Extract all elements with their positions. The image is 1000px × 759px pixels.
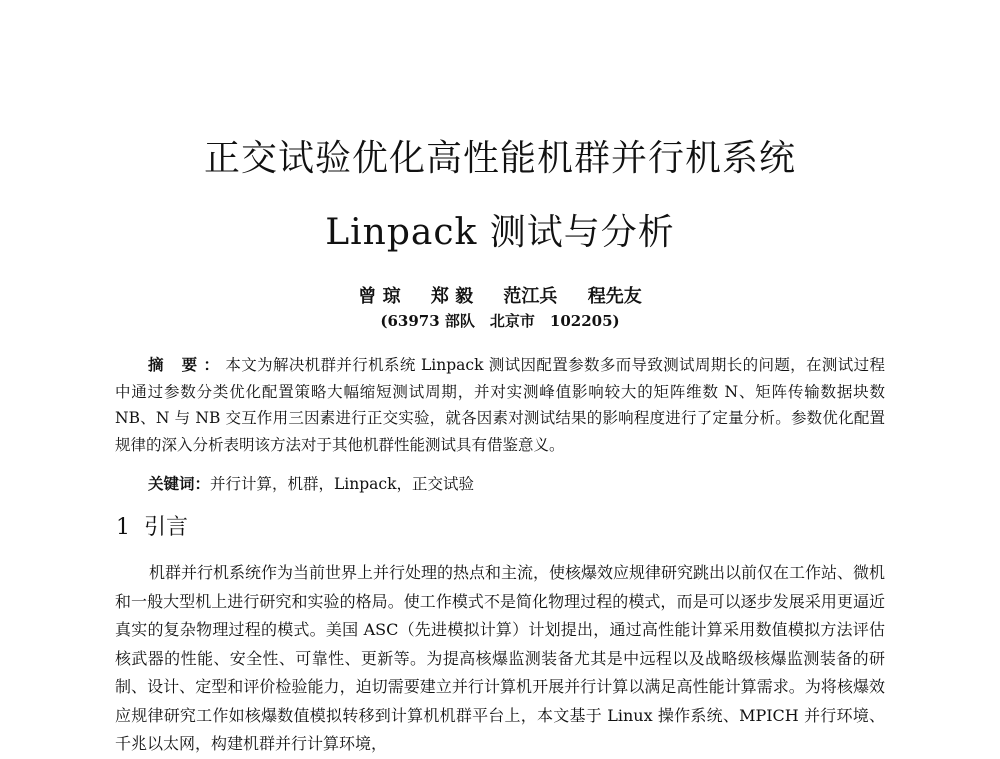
section-heading bbox=[116, 513, 188, 543]
keywords bbox=[148, 472, 885, 496]
paper-title-line-2: Linpack 测试与分析 bbox=[325, 212, 675, 253]
section-title: 引言 bbox=[144, 515, 189, 540]
keywords-label: 关键词： bbox=[148, 474, 211, 493]
keywords-text: 并行计算，机群，Linpack，正交试验 bbox=[210, 475, 474, 493]
author-affiliation: (63973 部队 北京市 102205) bbox=[380, 312, 620, 330]
author-name: 郑 毅 bbox=[430, 286, 474, 307]
introduction-paragraph: 机群并行机系统作为当前世界上并行处理的热点和主流，使核爆效应规律研究跳出以前仅在工作站、微机和一般大型机上进行研究和实验的格局。使工作模式不是简化物理过程的模式，而是可以逐步发展采用更逼近真实的复杂物理过程的模式。美国 ASC（先进模拟计算）计划提出，通过高性能计算采用数值模拟方法评估核武器的性能、安全性、可靠性、更新等。为提高核爆监测装备尤其是中远程以及战略级核爆监测装备的研制、设计、定型和评价检验能力，迫切需要建立并行计算机开展并行计算以满足高性能计算需求。为将核爆效应规律研究工作如核爆数值模拟转移到计算机机群平台上，本文基于 Linux 操作系统、MPICH 并行环境、千兆以太网，构建机群并行计算环境， bbox=[115, 563, 886, 753]
author-name: 程先友 bbox=[587, 286, 642, 307]
author-list bbox=[0, 285, 1000, 309]
abstract bbox=[115, 352, 885, 458]
author-name: 曾 琼 bbox=[358, 286, 401, 307]
author-name: 范江兵 bbox=[503, 286, 558, 307]
abstract-label: 摘 要： bbox=[148, 355, 226, 374]
abstract-text: 本文为解决机群并行机系统 Linpack 测试因配置参数多而导致测试周期长的问题，在测试过程中通过参数分类优化配置策略大幅缩短测试周期，并对实测峰值影响较大的矩阵维数 N、矩阵传输数据块数 NB、N 与 NB 交互作用三因素进行正交实验，就各因素对测试结果的影响程度进行了定量分析。参数优化配置规律的深入分析表明该方法对于其他机群性能测试具有借鉴意义。 bbox=[115, 356, 885, 454]
paper-title-line-1: 正交试验优化高性能机群并行机系统 bbox=[203, 138, 796, 179]
section-number: 1 bbox=[116, 515, 130, 540]
